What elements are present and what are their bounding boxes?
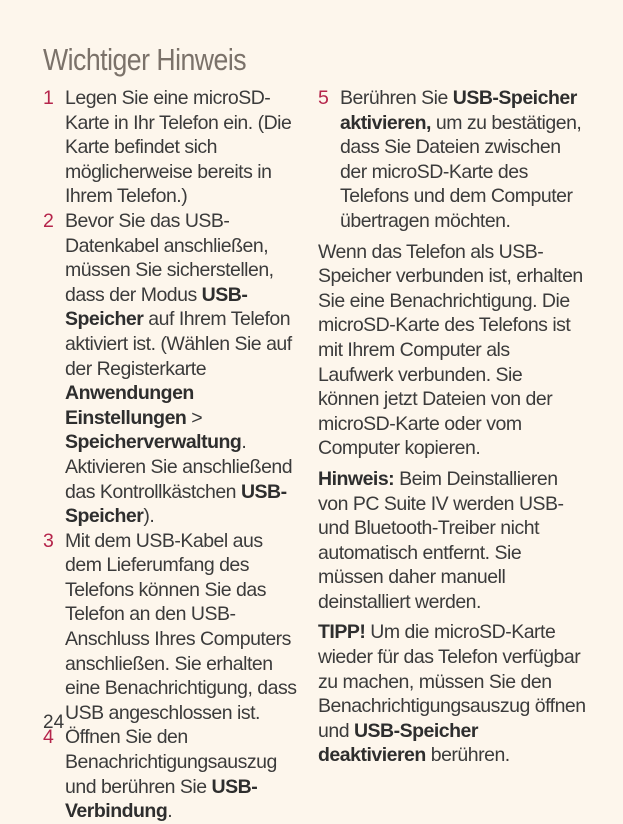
step-text: um zu bestätigen, dass Sie Dateien zwischen der microSD-Karte des Telefons und dem Computer übertragen möchten. (340, 111, 582, 232)
bold-term: Speicherverwaltung (65, 431, 242, 454)
step-3 (43, 529, 303, 726)
note-label: Hinweis: (318, 467, 395, 490)
bold-term: USB-Speicher deaktivieren (318, 719, 478, 767)
step-text: Legen Sie eine microSD-Karte in Ihr Telefon ein. (Die Karte befindet sich möglicherweise bereits in Ihrem Telefon.) (65, 87, 292, 208)
step-5 (318, 86, 588, 234)
step-number: 5 (318, 87, 329, 109)
step-1 (43, 86, 303, 209)
step-number: 1 (43, 87, 54, 109)
step-text: . (167, 800, 173, 823)
bold-term: USB-Verbindung (65, 775, 258, 823)
step-text: > (186, 406, 203, 429)
tip-label: TIPP! (318, 621, 366, 644)
step-4 (43, 725, 303, 823)
bold-term: USB-Speicher (65, 480, 287, 528)
step-text: Öffnen Sie den Benachrichtigungsauszug und berühren Sie (65, 726, 277, 798)
note-text: Beim Deinstallieren von PC Suite IV werden USB- und Bluetooth-Treiber nicht automatisch entfernt. Sie müssen daher manuell deinstalliert werden. (318, 467, 564, 613)
bold-term: USB-Speicher (65, 283, 248, 331)
step-text: auf Ihrem Telefon aktiviert ist. (Wählen Sie auf der Registerkarte (65, 308, 292, 380)
step-text: Bevor Sie das USB-Datenkabel anschließen, müssen Sie sicherstellen, dass der Modus (65, 209, 274, 306)
note-paragraph (318, 467, 588, 615)
step-number: 2 (43, 209, 54, 232)
connection-paragraph: Wenn das Telefon als USB-Speicher verbunden ist, erhalten Sie eine Benachrichtigung. Die microSD-Karte des Telefons ist mit Ihrem Computer als Laufwerk verbunden. Sie können jetzt Dateien von der microSD-Karte oder vom Computer kopieren. (318, 240, 583, 460)
step-2 (43, 209, 303, 529)
tip-text: Um die microSD-Karte wieder für das Telefon verfügbar zu machen, müssen Sie den Benachrichtigungsauszug öffnen und (318, 621, 586, 742)
bold-term: USB-Speicher aktivieren, (340, 87, 577, 134)
page-title: Wichtiger Hinweis (43, 42, 247, 77)
step-text: Berühren Sie (340, 87, 453, 109)
right-column (318, 86, 588, 774)
tip-paragraph (318, 620, 588, 768)
step-text: Mit dem USB-Kabel aus dem Lieferumfang des Telefons können Sie das Telefon an den USB-Anschluss Ihres Computers anschließen. Sie erhalten eine Benachrichtigung, dass USB angeschlossen ist. (65, 529, 297, 724)
tip-text: berühren. (425, 744, 510, 767)
step-text: ). (143, 505, 155, 528)
left-column (43, 86, 303, 824)
page-number: 24 (43, 712, 65, 733)
step-text: . Aktivieren Sie anschließend das Kontrollkästchen (65, 431, 293, 503)
bold-term: Anwendungen Einstellungen (65, 382, 194, 429)
step-number: 4 (43, 726, 54, 749)
step-number: 3 (43, 529, 54, 552)
